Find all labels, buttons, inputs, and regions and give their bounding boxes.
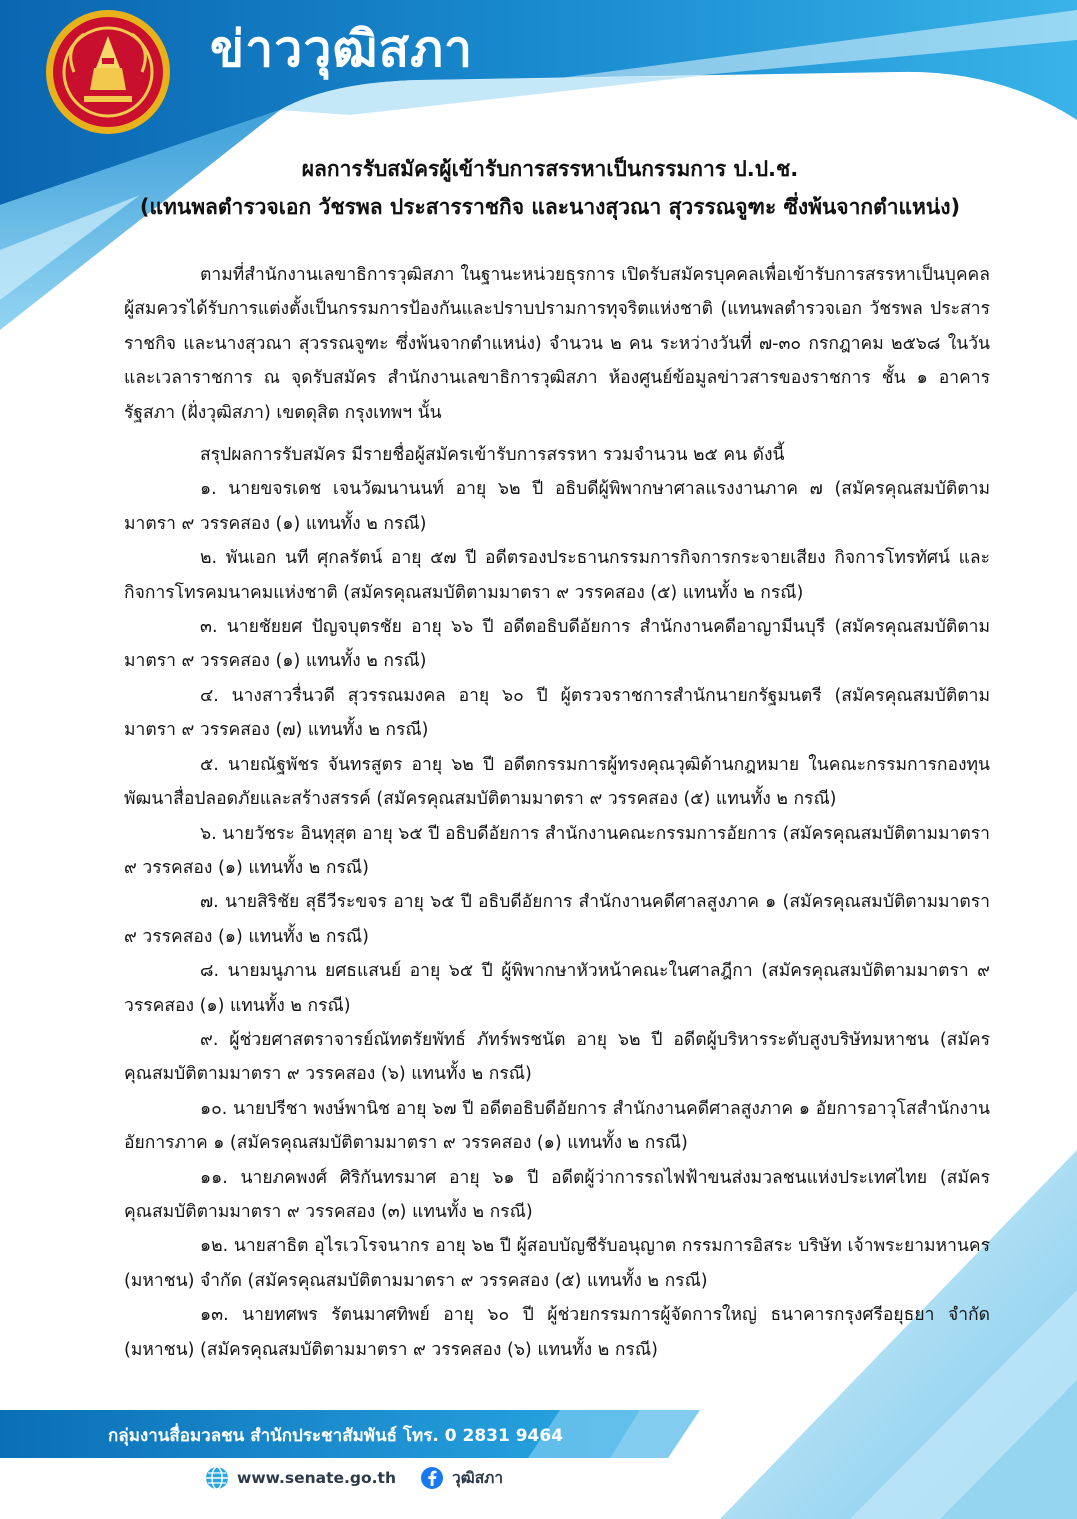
applicant-item-8: ๘. นายมนูภาน ยศธแสนย์ อายุ ๖๕ ปี ผู้พิพากษาหัวหน้าคณะในศาลฎีกา (สมัครคุณสมบัติตามมาตรา ๙ วรรคสอง (๑) แทนทั้ง ๒ กรณี) xyxy=(124,961,990,1016)
applicant-item-3: ๓. นายชัยยศ ปัญจบุตรชัย อายุ ๖๖ ปี อดีตอธิบดีอัยการ สำนักงานคดีอาญามีนบุรี (สมัครคุณสมบัติตามมาตรา ๙ วรรคสอง (๑) แทนทั้ง ๒ กรณี) xyxy=(124,617,990,672)
applicant-item-1: ๑. นายขจรเดช เจนวัฒนานนท์ อายุ ๖๒ ปี อธิบดีผู้พิพากษาศาลแรงงานภาค ๗ (สมัครคุณสมบัติตามมาตรา ๙ วรรคสอง (๑) แทนทั้ง ๒ กรณี) xyxy=(124,479,990,534)
facebook-icon xyxy=(420,1466,444,1490)
footer-links xyxy=(205,1465,503,1490)
applicant-item-12: ๑๒. นายสาธิต อุไรเวโรจนากร อายุ ๖๒ ปี ผู้สอบบัญชีรับอนุญาต กรรมการอิสระ บริษัท เจ้าพระยามหานคร (มหาชน) จำกัด (สมัครคุณสมบัติตามมาตรา ๙ วรรคสอง (๕) แทนทั้ง ๒ กรณี) xyxy=(124,1236,990,1291)
footer-contact: กลุ่มงานสื่อมวลชน สำนักประชาสัมพันธ์ โทร. 0 2831 9464 xyxy=(108,1426,564,1446)
applicant-item-5: ๕. นายณัฐพัชร จันทรสูตร อายุ ๖๒ ปี อดีตกรรมการผู้ทรงคุณวุฒิด้านกฎหมาย ในคณะกรรมการกองทุนพัฒนาสื่อปลอดภัยและสร้างสรรค์ (สมัครคุณสมบัติตามมาตรา ๙ วรรคสอง (๕) แทนทั้ง ๒ กรณี) xyxy=(124,754,990,810)
globe-icon xyxy=(205,1466,229,1490)
facebook-link[interactable]: วุฒิสภา xyxy=(451,1469,504,1487)
applicant-item-4: ๔. นางสาวรื่นวดี สุวรรณมงคล อายุ ๖๐ ปี ผู้ตรวจราชการสำนักนายกรัฐมนตรี (สมัครคุณสมบัติตามมาตรา ๙ วรรคสอง (๗) แทนทั้ง ๒ กรณี) xyxy=(124,685,990,741)
summary-paragraph: สรุปผลการรับสมัคร มีรายชื่อผู้สมัครเข้ารับการสรรหา รวมจำนวน ๒๕ คน ดังนี้ xyxy=(200,445,785,466)
news-heading xyxy=(100,150,1000,226)
website-link[interactable]: www.senate.go.th xyxy=(237,1468,396,1487)
applicant-item-10: ๑๐. นายปรีชา พงษ์พานิช อายุ ๖๗ ปี อดีตอธิบดีอัยการ สำนักงานคดีศาลสูงภาค ๑ อัยการอาวุโสสำนักงานอัยการภาค ๑ (สมัครคุณสมบัติตามมาตรา ๙ วรรคสอง (๑) แทนทั้ง ๒ กรณี) xyxy=(124,1098,990,1154)
header-title: ข่าววุฒิสภา xyxy=(210,20,474,78)
applicant-item-9: ๙. ผู้ช่วยศาสตราจารย์ณัทตรัยพัทธ์ ภัทร์พรชนัต อายุ ๖๒ ปี อดีตผู้บริหารระดับสูงบริษัทมหาชน (สมัครคุณสมบัติตามมาตรา ๙ วรรคสอง (๖) แทนทั้ง ๒ กรณี) xyxy=(124,1029,990,1085)
intro-paragraph: ตามที่สำนักงานเลขาธิการวุฒิสภา ในฐานะหน่วยธุรการ เปิดรับสมัครบุคคลเพื่อเข้ารับการสรรหาเป็นบุคคลผู้สมควรได้รับการแต่งตั้งเป็นกรรมการป้องกันและปราบปรามการทุจริตแห่งชาติ (แทนพลตำรวจเอก วัชรพล ประสารราชกิจ และนางสุวณา สุวรรณจูฑะ ซึ่งพ้นจากตำแหน่ง) จำนวน ๒ คน ระหว่างวันที่ ๗-๓๐ กรกฎาคม ๒๕๖๘ ในวันและเวลาราชการ ณ จุดรับสมัคร สำนักงานเลขาธิการวุฒิสภา ห้องศูนย์ข้อมูลข่าวสารของราชการ ชั้น ๑ อาคารรัฐสภา (ฝั่งวุฒิสภา) เขตดุสิต กรุงเทพฯ นั้น xyxy=(124,265,990,423)
news-body xyxy=(124,258,990,1367)
applicant-item-2: ๒. พันเอก นที ศุกลรัตน์ อายุ ๕๗ ปี อดีตรองประธานกรรมการกิจการกระจายเสียง กิจการโทรทัศน์ และกิจการโทรคมนาคมแห่งชาติ (สมัครคุณสมบัติตามมาตรา ๙ วรรคสอง (๕) แทนทั้ง ๒ กรณี) xyxy=(124,548,990,603)
applicant-item-6: ๖. นายวัชระ อินทุสุต อายุ ๖๕ ปี อธิบดีอัยการ สำนักงานคณะกรรมการอัยการ (สมัครคุณสมบัติตามมาตรา ๙ วรรคสอง (๑) แทนทั้ง ๒ กรณี) xyxy=(124,823,990,878)
heading-line-2: (แทนพลตำรวจเอก วัชรพล ประสารราชกิจ และนางสุวณา สุวรรณจูฑะ ซึ่งพ้นจากตำแหน่ง) xyxy=(139,195,961,219)
applicant-item-7: ๗. นายสิริชัย สุธีวีระขจร อายุ ๖๕ ปี อธิบดีอัยการ สำนักงานคดีศาลสูงภาค ๑ (สมัครคุณสมบัติตามมาตรา ๙ วรรคสอง (๑) แทนทั้ง ๒ กรณี) xyxy=(124,892,990,947)
heading-line-1: ผลการรับสมัครผู้เข้ารับการสรรหาเป็นกรรมการ ป.ป.ช. xyxy=(301,157,799,181)
applicant-item-11: ๑๑. นายภคพงศ์ ศิริกันทรมาศ อายุ ๖๑ ปี อดีตผู้ว่าการรถไฟฟ้าขนส่งมวลชนแห่งประเทศไทย (สมัครคุณสมบัติตามมาตรา ๙ วรรคสอง (๓) แทนทั้ง ๒ กรณี) xyxy=(124,1167,990,1222)
applicant-item-13: ๑๓. นายทศพร รัตนมาศทิพย์ อายุ ๖๐ ปี ผู้ช่วยกรรมการผู้จัดการใหญ่ ธนาคารกรุงศรีอยุธยา จำกัด (มหาชน) (สมัครคุณสมบัติตามมาตรา ๙ วรรคสอง (๖) แทนทั้ง ๒ กรณี) xyxy=(124,1305,990,1360)
senate-emblem-logo xyxy=(44,8,172,136)
